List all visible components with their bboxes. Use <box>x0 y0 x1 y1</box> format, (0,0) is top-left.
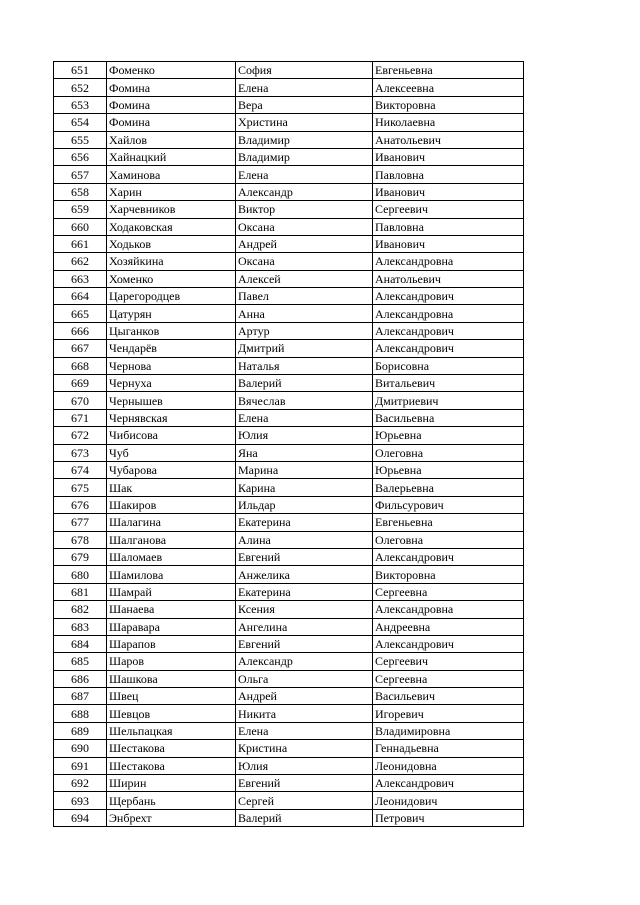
last-name-cell: Чибисова <box>107 427 236 444</box>
patronymic-cell: Иванович <box>373 183 524 200</box>
table-row <box>54 688 524 705</box>
first-name-cell: Владимир <box>236 148 373 165</box>
last-name-cell: Шалагина <box>107 514 236 531</box>
first-name-cell: Андрей <box>236 688 373 705</box>
first-name-cell: Анна <box>236 305 373 322</box>
row-number: 691 <box>54 757 107 774</box>
row-number: 651 <box>54 62 107 79</box>
patronymic-cell: Александрович <box>373 775 524 792</box>
table-row <box>54 757 524 774</box>
last-name-cell: Хозяйкина <box>107 253 236 270</box>
table-row <box>54 166 524 183</box>
last-name-cell: Чубарова <box>107 461 236 478</box>
table-row <box>54 740 524 757</box>
row-number: 685 <box>54 653 107 670</box>
last-name-cell: Фомина <box>107 114 236 131</box>
row-number: 694 <box>54 809 107 826</box>
row-number: 679 <box>54 548 107 565</box>
table-row <box>54 340 524 357</box>
last-name-cell: Чернышев <box>107 392 236 409</box>
patronymic-cell: Иванович <box>373 235 524 252</box>
table-row <box>54 496 524 513</box>
last-name-cell: Шамилова <box>107 566 236 583</box>
patronymic-cell: Леонидовна <box>373 757 524 774</box>
row-number: 690 <box>54 740 107 757</box>
last-name-cell: Шак <box>107 479 236 496</box>
patronymic-cell: Александрович <box>373 340 524 357</box>
table-row <box>54 461 524 478</box>
last-name-cell: Царегородцев <box>107 288 236 305</box>
first-name-cell: Кристина <box>236 740 373 757</box>
table-row <box>54 270 524 287</box>
first-name-cell: Евгений <box>236 635 373 652</box>
first-name-cell: Владимир <box>236 131 373 148</box>
patronymic-cell: Валерьевна <box>373 479 524 496</box>
first-name-cell: София <box>236 62 373 79</box>
table-row <box>54 583 524 600</box>
row-number: 682 <box>54 601 107 618</box>
row-number: 681 <box>54 583 107 600</box>
patronymic-cell: Витальевич <box>373 375 524 392</box>
row-number: 659 <box>54 201 107 218</box>
patronymic-cell: Леонидович <box>373 792 524 809</box>
row-number: 662 <box>54 253 107 270</box>
table-row <box>54 705 524 722</box>
last-name-cell: Шестакова <box>107 757 236 774</box>
row-number: 661 <box>54 235 107 252</box>
row-number: 676 <box>54 496 107 513</box>
first-name-cell: Анжелика <box>236 566 373 583</box>
row-number: 660 <box>54 218 107 235</box>
patronymic-cell: Александрович <box>373 635 524 652</box>
first-name-cell: Ксения <box>236 601 373 618</box>
first-name-cell: Оксана <box>236 253 373 270</box>
last-name-cell: Фомина <box>107 79 236 96</box>
patronymic-cell: Александровна <box>373 305 524 322</box>
first-name-cell: Александр <box>236 653 373 670</box>
patronymic-cell: Евгеньевна <box>373 62 524 79</box>
row-number: 693 <box>54 792 107 809</box>
row-number: 692 <box>54 775 107 792</box>
patronymic-cell: Васильевич <box>373 688 524 705</box>
first-name-cell: Ольга <box>236 670 373 687</box>
patronymic-cell: Александровна <box>373 253 524 270</box>
first-name-cell: Андрей <box>236 235 373 252</box>
row-number: 687 <box>54 688 107 705</box>
table-row <box>54 601 524 618</box>
first-name-cell: Алексей <box>236 270 373 287</box>
table-row <box>54 792 524 809</box>
patronymic-cell: Петрович <box>373 809 524 826</box>
last-name-cell: Шакиров <box>107 496 236 513</box>
first-name-cell: Вячеслав <box>236 392 373 409</box>
table-row <box>54 288 524 305</box>
last-name-cell: Шельпацкая <box>107 722 236 739</box>
row-number: 684 <box>54 635 107 652</box>
row-number: 688 <box>54 705 107 722</box>
last-name-cell: Хаминова <box>107 166 236 183</box>
patronymic-cell: Александрович <box>373 288 524 305</box>
table-row <box>54 357 524 374</box>
patronymic-cell: Викторовна <box>373 96 524 113</box>
table-row <box>54 531 524 548</box>
table-row <box>54 392 524 409</box>
row-number: 677 <box>54 514 107 531</box>
patronymic-cell: Сергеевна <box>373 583 524 600</box>
patronymic-cell: Фильсурович <box>373 496 524 513</box>
row-number: 683 <box>54 618 107 635</box>
first-name-cell: Елена <box>236 79 373 96</box>
first-name-cell: Юлия <box>236 757 373 774</box>
row-number: 671 <box>54 409 107 426</box>
last-name-cell: Шевцов <box>107 705 236 722</box>
patronymic-cell: Анатольевич <box>373 270 524 287</box>
patronymic-cell: Иванович <box>373 148 524 165</box>
patronymic-cell: Сергеевич <box>373 201 524 218</box>
patronymic-cell: Викторовна <box>373 566 524 583</box>
last-name-cell: Шаломаев <box>107 548 236 565</box>
table-row <box>54 479 524 496</box>
table-row <box>54 775 524 792</box>
patronymic-cell: Васильевна <box>373 409 524 426</box>
last-name-cell: Чернуха <box>107 375 236 392</box>
table-row <box>54 427 524 444</box>
last-name-cell: Фомина <box>107 96 236 113</box>
last-name-cell: Чуб <box>107 444 236 461</box>
last-name-cell: Ширин <box>107 775 236 792</box>
last-name-cell: Шалганова <box>107 531 236 548</box>
row-number: 667 <box>54 340 107 357</box>
table-row <box>54 548 524 565</box>
table-row <box>54 444 524 461</box>
row-number: 675 <box>54 479 107 496</box>
first-name-cell: Вера <box>236 96 373 113</box>
row-number: 663 <box>54 270 107 287</box>
first-name-cell: Дмитрий <box>236 340 373 357</box>
last-name-cell: Фоменко <box>107 62 236 79</box>
row-number: 674 <box>54 461 107 478</box>
patronymic-cell: Юрьевна <box>373 461 524 478</box>
table-row <box>54 183 524 200</box>
row-number: 665 <box>54 305 107 322</box>
row-number: 678 <box>54 531 107 548</box>
patronymic-cell: Александрович <box>373 322 524 339</box>
first-name-cell: Елена <box>236 409 373 426</box>
patronymic-cell: Борисовна <box>373 357 524 374</box>
first-name-cell: Валерий <box>236 375 373 392</box>
table-row <box>54 148 524 165</box>
table-row <box>54 96 524 113</box>
table-row <box>54 253 524 270</box>
patronymic-cell: Геннадьевна <box>373 740 524 757</box>
row-number: 656 <box>54 148 107 165</box>
first-name-cell: Валерий <box>236 809 373 826</box>
last-name-cell: Ходьков <box>107 235 236 252</box>
patronymic-cell: Андреевна <box>373 618 524 635</box>
last-name-cell: Чернявская <box>107 409 236 426</box>
table-row <box>54 79 524 96</box>
row-number: 680 <box>54 566 107 583</box>
last-name-cell: Хоменко <box>107 270 236 287</box>
last-name-cell: Шарапов <box>107 635 236 652</box>
row-number: 668 <box>54 357 107 374</box>
last-name-cell: Энбрехт <box>107 809 236 826</box>
last-name-cell: Цатурян <box>107 305 236 322</box>
patronymic-cell: Владимировна <box>373 722 524 739</box>
patronymic-cell: Анатольевич <box>373 131 524 148</box>
row-number: 652 <box>54 79 107 96</box>
last-name-cell: Харин <box>107 183 236 200</box>
table-row <box>54 409 524 426</box>
row-number: 686 <box>54 670 107 687</box>
patronymic-cell: Николаевна <box>373 114 524 131</box>
row-number: 670 <box>54 392 107 409</box>
patronymic-cell: Игоревич <box>373 705 524 722</box>
row-number: 654 <box>54 114 107 131</box>
patronymic-cell: Александрович <box>373 548 524 565</box>
table-row <box>54 235 524 252</box>
patronymic-cell: Алексеевна <box>373 79 524 96</box>
last-name-cell: Шашкова <box>107 670 236 687</box>
first-name-cell: Ангелина <box>236 618 373 635</box>
row-number: 653 <box>54 96 107 113</box>
first-name-cell: Елена <box>236 722 373 739</box>
first-name-cell: Александр <box>236 183 373 200</box>
roster-table <box>53 61 524 827</box>
first-name-cell: Карина <box>236 479 373 496</box>
last-name-cell: Шаравара <box>107 618 236 635</box>
first-name-cell: Екатерина <box>236 514 373 531</box>
patronymic-cell: Дмитриевич <box>373 392 524 409</box>
roster-table-body <box>54 62 524 827</box>
first-name-cell: Екатерина <box>236 583 373 600</box>
last-name-cell: Хайлов <box>107 131 236 148</box>
first-name-cell: Евгений <box>236 548 373 565</box>
table-row <box>54 722 524 739</box>
table-row <box>54 218 524 235</box>
first-name-cell: Яна <box>236 444 373 461</box>
row-number: 655 <box>54 131 107 148</box>
patronymic-cell: Евгеньевна <box>373 514 524 531</box>
table-row <box>54 809 524 826</box>
last-name-cell: Харчевников <box>107 201 236 218</box>
last-name-cell: Шестакова <box>107 740 236 757</box>
table-row <box>54 653 524 670</box>
table-row <box>54 670 524 687</box>
last-name-cell: Шанаева <box>107 601 236 618</box>
table-row <box>54 514 524 531</box>
first-name-cell: Христина <box>236 114 373 131</box>
table-row <box>54 618 524 635</box>
patronymic-cell: Павловна <box>373 166 524 183</box>
row-number: 689 <box>54 722 107 739</box>
last-name-cell: Шамрай <box>107 583 236 600</box>
row-number: 664 <box>54 288 107 305</box>
table-row <box>54 322 524 339</box>
last-name-cell: Хайнацкий <box>107 148 236 165</box>
patronymic-cell: Олеговна <box>373 531 524 548</box>
last-name-cell: Швец <box>107 688 236 705</box>
last-name-cell: Ходаковская <box>107 218 236 235</box>
first-name-cell: Марина <box>236 461 373 478</box>
table-row <box>54 566 524 583</box>
table-row <box>54 62 524 79</box>
first-name-cell: Ильдар <box>236 496 373 513</box>
first-name-cell: Наталья <box>236 357 373 374</box>
patronymic-cell: Павловна <box>373 218 524 235</box>
row-number: 672 <box>54 427 107 444</box>
table-row <box>54 305 524 322</box>
first-name-cell: Алина <box>236 531 373 548</box>
patronymic-cell: Олеговна <box>373 444 524 461</box>
table-row <box>54 114 524 131</box>
patronymic-cell: Александровна <box>373 601 524 618</box>
patronymic-cell: Сергеевна <box>373 670 524 687</box>
table-row <box>54 201 524 218</box>
last-name-cell: Шаров <box>107 653 236 670</box>
table-row <box>54 635 524 652</box>
first-name-cell: Никита <box>236 705 373 722</box>
first-name-cell: Артур <box>236 322 373 339</box>
row-number: 658 <box>54 183 107 200</box>
first-name-cell: Виктор <box>236 201 373 218</box>
first-name-cell: Павел <box>236 288 373 305</box>
table-row <box>54 131 524 148</box>
row-number: 669 <box>54 375 107 392</box>
row-number: 657 <box>54 166 107 183</box>
first-name-cell: Евгений <box>236 775 373 792</box>
first-name-cell: Юлия <box>236 427 373 444</box>
first-name-cell: Елена <box>236 166 373 183</box>
table-row <box>54 375 524 392</box>
last-name-cell: Щербань <box>107 792 236 809</box>
patronymic-cell: Юрьевна <box>373 427 524 444</box>
last-name-cell: Чернова <box>107 357 236 374</box>
row-number: 666 <box>54 322 107 339</box>
row-number: 673 <box>54 444 107 461</box>
last-name-cell: Чендарёв <box>107 340 236 357</box>
first-name-cell: Оксана <box>236 218 373 235</box>
last-name-cell: Цыганков <box>107 322 236 339</box>
patronymic-cell: Сергеевич <box>373 653 524 670</box>
first-name-cell: Сергей <box>236 792 373 809</box>
